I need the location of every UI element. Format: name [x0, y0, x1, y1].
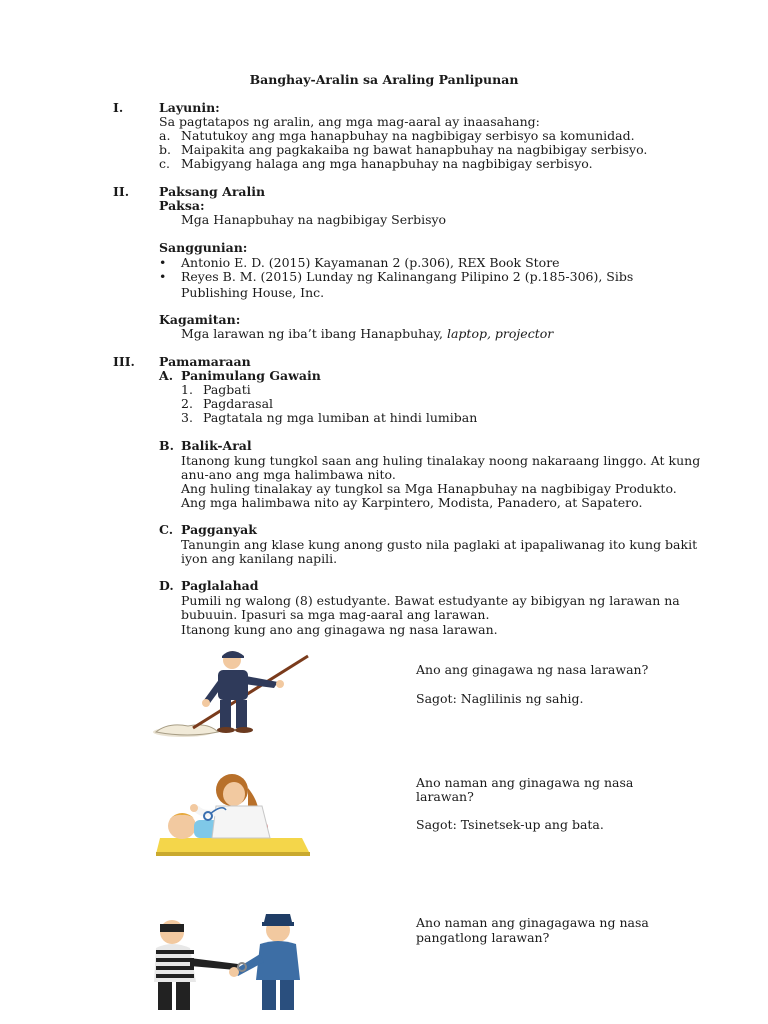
paragraph-line: Itanong kung tungkol saan ang huling tinalakay noong nakaraang linggo. At kung: [181, 453, 701, 468]
list-number: 2.: [181, 396, 193, 411]
bullet: •: [159, 255, 167, 270]
bullet: •: [159, 269, 167, 284]
list-number: 3.: [181, 410, 193, 425]
paragraph-line: anu-ano ang mga halimbawa nito.: [181, 467, 396, 482]
section-number-1: I.: [113, 100, 124, 115]
kagamitan-plain: Mga larawan ng iba’t ibang Hanapbuhay,: [181, 326, 447, 341]
list-number: 1.: [181, 382, 193, 397]
section-number-3: III.: [113, 354, 135, 369]
doctor-checkup-image: [152, 768, 312, 858]
question-text: Ano naman ang ginagagawa ng nasa: [416, 915, 649, 930]
list-marker: a.: [159, 128, 171, 143]
kagamitan-text: [181, 327, 553, 341]
section-heading-paksang-aralin: Paksang Aralin: [159, 184, 266, 199]
page-title: Banghay-Aralin sa Araling Panlipunan: [249, 72, 519, 87]
paragraph-line: iyon ang kanilang napili.: [181, 551, 338, 566]
section-heading-pamamaraan: Pamamaraan: [159, 354, 251, 369]
section-heading-layunin: Layunin:: [159, 100, 220, 115]
sanggunian-heading: Sanggunian:: [159, 240, 248, 255]
list-item: Maipakita ang pagkakaiba ng bawat hanapbuhay na nagbibigay serbisyo.: [181, 142, 648, 157]
list-item: Pagbati: [203, 382, 251, 397]
answer-text: Sagot: Tsinetsek-up ang bata.: [416, 817, 604, 832]
janitor-mopping-image: [148, 648, 318, 742]
police-arrest-image: [150, 912, 315, 1016]
paragraph-line: Tanungin ang klase kung anong gusto nila paglaki at ipapaliwanag ito kung bakit: [181, 537, 698, 552]
section-number-2: II.: [113, 184, 130, 199]
list-marker: b.: [159, 142, 171, 157]
paragraph-line: Ang mga halimbawa nito ay Karpintero, Modista, Panadero, at Sapatero.: [181, 495, 643, 510]
subsection-heading-pagganyak: Pagganyak: [181, 522, 257, 537]
list-item: Pagtatala ng mga lumiban at hindi lumiban: [203, 410, 478, 425]
layunin-intro: Sa pagtatapos ng aralin, ang mga mag-aaral ay inaasahang:: [159, 114, 540, 129]
paragraph-line: Pumili ng walong (8) estudyante. Bawat estudyante ay bibigyan ng larawan na: [181, 593, 680, 608]
subsection-heading-balik-aral: Balik-Aral: [181, 438, 252, 453]
subsection-marker: A.: [159, 368, 174, 383]
paragraph-line: Itanong kung ano ang ginagawa ng nasa larawan.: [181, 622, 498, 637]
subsection-heading-panimulang-gawain: Panimulang Gawain: [181, 368, 321, 383]
paragraph-line: bubuuin. Ipasuri sa mga mag-aaral ang larawan.: [181, 607, 490, 622]
question-text-continued: pangatlong larawan?: [416, 930, 550, 945]
question-text-continued: larawan?: [416, 789, 474, 804]
paksa-text: Mga Hanapbuhay na nagbibigay Serbisyo: [181, 212, 447, 227]
reference-item-continued: Publishing House, Inc.: [181, 285, 325, 300]
list-item: Mabigyang halaga ang mga hanapbuhay na nagbibigay serbisyo.: [181, 156, 593, 171]
list-item: Natutukoy ang mga hanapbuhay na nagbibigay serbisyo sa komunidad.: [181, 128, 635, 143]
paksa-heading: Paksa:: [159, 198, 205, 213]
reference-item: Antonio E. D. (2015) Kayamanan 2 (p.306), REX Book Store: [181, 255, 560, 270]
kagamitan-italic: laptop, projector: [446, 326, 554, 341]
subsection-heading-paglalahad: Paglalahad: [181, 578, 259, 593]
subsection-marker: B.: [159, 438, 174, 453]
list-marker: c.: [159, 156, 170, 171]
reference-item: Reyes B. M. (2015) Lunday ng Kalinangang Pilipino 2 (p.185-306), Sibs: [181, 269, 634, 284]
list-item: Pagdarasal: [203, 396, 274, 411]
question-text: Ano naman ang ginagawa ng nasa: [416, 775, 634, 790]
kagamitan-heading: Kagamitan:: [159, 312, 241, 327]
subsection-marker: C.: [159, 522, 174, 537]
paragraph-line: Ang huling tinalakay ay tungkol sa Mga Hanapbuhay na nagbibigay Produkto.: [181, 481, 677, 496]
question-text: Ano ang ginagawa ng nasa larawan?: [416, 662, 649, 677]
subsection-marker: D.: [159, 578, 174, 593]
answer-text: Sagot: Naglilinis ng sahig.: [416, 691, 584, 706]
